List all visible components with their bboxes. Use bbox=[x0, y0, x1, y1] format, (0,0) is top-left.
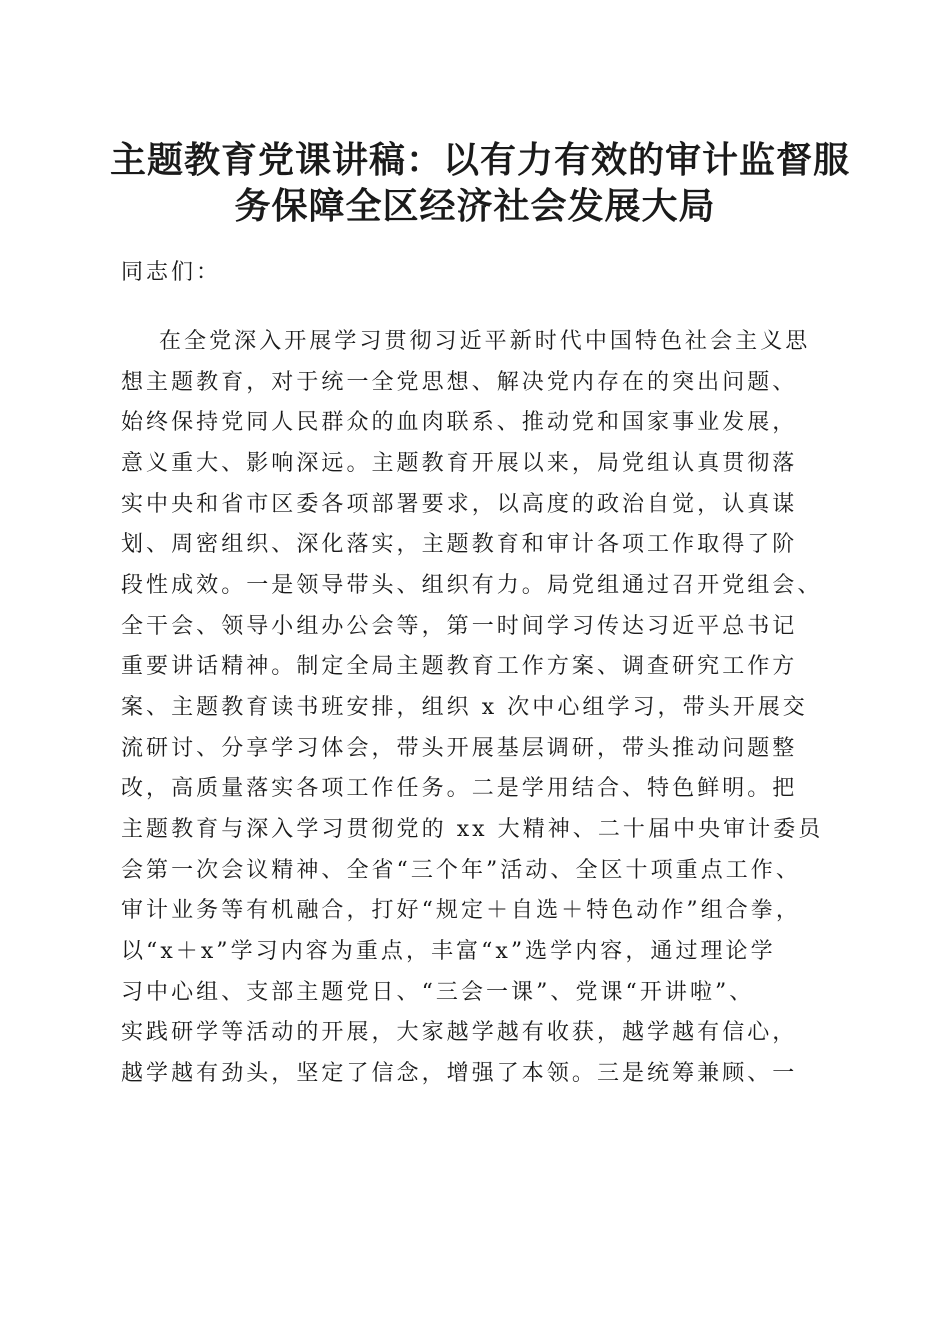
body-line: 以“x＋x”学习内容为重点，丰富“x”选学内容，通过理论学 bbox=[121, 938, 776, 964]
body-line: 想主题教育，对于统一全党思想、解决党内存在的突出问题、 bbox=[121, 369, 798, 395]
document-title-line-1: 主题教育党课讲稿：以有力有效的审计监督服 bbox=[110, 139, 851, 181]
body-line: 改，高质量落实各项工作任务。二是学用结合、特色鲜明。把 bbox=[121, 776, 798, 802]
body-line: 在全党深入开展学习贯彻习近平新时代中国特色社会主义思 bbox=[159, 329, 811, 354]
body-line: 流研讨、分享学习体会，带头开展基层调研，带头推动问题整 bbox=[121, 735, 798, 761]
body-line: 始终保持党同人民群众的血肉联系、推动党和国家事业发展， bbox=[121, 410, 798, 436]
body-line: 划、周密组织、深化落实，主题教育和审计各项工作取得了阶 bbox=[121, 532, 798, 558]
body-line: 习中心组、支部主题党日、“三会一课”、党课“开讲啦”、 bbox=[121, 979, 755, 1005]
body-line: 重要讲话精神。制定全局主题教育工作方案、调查研究工作方 bbox=[121, 654, 798, 680]
body-line: 主题教育与深入学习贯彻党的 xx 大精神、二十届中央审计委员 bbox=[121, 816, 824, 842]
body-line: 实中央和省市区委各项部署要求，以高度的政治自觉，认真谋 bbox=[121, 491, 798, 517]
body-line: 实践研学等活动的开展，大家越学越有收获，越学越有信心， bbox=[121, 1020, 798, 1046]
salutation: 同志们： bbox=[121, 260, 222, 285]
body-line: 全干会、领导小组办公会等，第一时间学习传达习近平总书记 bbox=[121, 613, 798, 639]
body-line: 审计业务等有机融合，打好“规定＋自选＋特色动作”组合拳， bbox=[121, 898, 801, 924]
body-line: 会第一次会议精神、全省“三个年”活动、全区十项重点工作、 bbox=[121, 857, 801, 883]
body-line: 段性成效。一是领导带头、组织有力。局党组通过召开党组会、 bbox=[121, 572, 823, 598]
document-title-line-2: 务保障全区经济社会发展大局 bbox=[234, 185, 716, 227]
body-line: 意义重大、影响深远。主题教育开展以来，局党组认真贯彻落 bbox=[121, 450, 798, 476]
body-line: 案、主题教育读书班安排，组织 x 次中心组学习，带头开展交 bbox=[121, 694, 808, 720]
body-line: 越学越有劲头，坚定了信念，增强了本领。三是统筹兼顾、一 bbox=[121, 1060, 798, 1086]
body-paragraph bbox=[121, 322, 841, 1094]
